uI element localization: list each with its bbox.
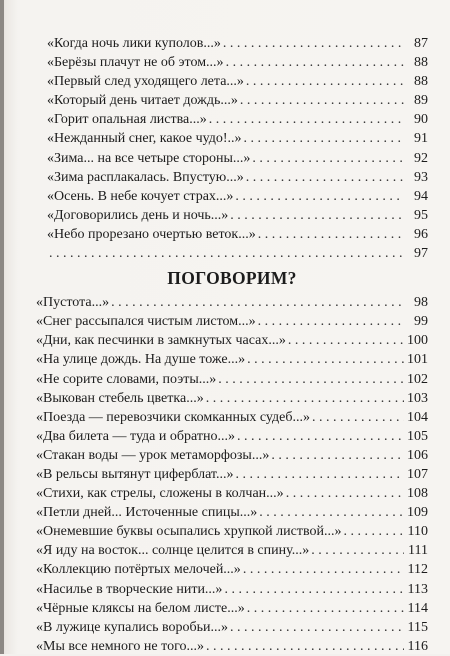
toc-entry-title: «Два билета — туда и обратно...» <box>36 428 235 444</box>
toc-entry-page-number: 110 <box>407 524 428 540</box>
toc-entry-title: «Осень. В небе кочует страх...» <box>47 188 234 204</box>
toc-entry <box>36 637 428 656</box>
dot-leader <box>258 312 404 331</box>
toc-entry <box>36 91 428 110</box>
toc-entry-title: «Поезда — перевозчики скомканных судеб...» <box>36 409 310 425</box>
dot-leader <box>209 110 404 129</box>
dot-leader <box>230 206 404 225</box>
toc-entry-title: «В рельсы вытянут циферблат...» <box>36 466 234 482</box>
toc-entry <box>36 446 428 465</box>
dot-leader <box>236 465 405 484</box>
toc-entry-page-number: 95 <box>414 207 428 223</box>
toc-entry-page-number: 111 <box>408 543 428 559</box>
toc-entry-title: «Первый след уходящего лета...» <box>47 74 244 90</box>
toc-entry <box>36 225 428 244</box>
toc-entry-title: «Который день читает дождь...» <box>47 93 238 109</box>
toc-entry <box>36 408 428 427</box>
dot-leader <box>235 187 404 206</box>
toc-entry <box>36 129 428 148</box>
toc-entry <box>36 34 428 53</box>
section-heading: ПОГОВОРИМ? <box>167 268 297 289</box>
dot-leader <box>247 599 404 618</box>
toc-entry <box>36 503 428 522</box>
toc-entry-page-number: 90 <box>414 112 428 128</box>
toc-entry <box>36 522 428 541</box>
toc-entry-page-number: 96 <box>414 226 428 242</box>
dot-leader <box>206 389 404 408</box>
toc-entry-page-number: 109 <box>407 505 428 521</box>
toc-entry-title: «Насилье в творческие нити...» <box>36 581 223 597</box>
toc-entry-title: «Дни, как песчинки в замкнутых часах...» <box>36 333 286 349</box>
dot-leader <box>244 129 404 148</box>
dot-leader <box>240 91 404 110</box>
toc-entry-page-number: 92 <box>414 150 428 166</box>
dot-leader <box>271 446 404 465</box>
toc-entry-page-number: 99 <box>414 314 428 330</box>
dot-leader <box>111 293 404 312</box>
table-of-contents <box>36 34 428 656</box>
toc-entry-title: «Выкован стебель цветка...» <box>36 390 204 406</box>
dot-leader <box>246 168 404 187</box>
toc-entry <box>36 168 428 187</box>
toc-entry-title: «Договорились день и ночь...» <box>47 207 229 223</box>
dot-leader <box>49 244 404 263</box>
dot-leader <box>226 53 404 72</box>
toc-entry <box>36 560 428 579</box>
toc-entry-page-number: 108 <box>407 486 428 502</box>
toc-entry <box>36 187 428 206</box>
toc-entry-title: «Горит опальная листва...» <box>47 112 207 128</box>
toc-entry-title: «Когда ночь лики куполов...» <box>47 36 221 51</box>
toc-entry <box>36 618 428 637</box>
toc-entry-title: «На улице дождь. На душе тоже...» <box>36 352 246 368</box>
dot-leader <box>343 522 404 541</box>
toc-entry <box>36 72 428 91</box>
toc-entry-page-number: 112 <box>407 562 428 578</box>
dot-leader <box>258 225 404 244</box>
toc-entry <box>36 599 428 618</box>
toc-entry-page-number: 114 <box>407 600 428 616</box>
dot-leader <box>237 427 404 446</box>
toc-entry-page-number: 101 <box>407 352 428 368</box>
toc-entry <box>36 350 428 369</box>
toc-entry <box>36 484 428 503</box>
dot-leader <box>223 34 404 53</box>
toc-entry-title: «Зима расплакалась. Впустую...» <box>47 169 244 185</box>
dot-leader <box>224 580 404 599</box>
toc-entry <box>36 293 428 312</box>
toc-entry <box>36 244 428 263</box>
toc-entry-title: «Онемевшие буквы осыпались хрупкой листвой...» <box>36 524 342 540</box>
toc-entry-title: «Петли дней... Источенные спицы...» <box>36 505 258 521</box>
dot-leader <box>246 72 404 91</box>
toc-entry-page-number: 91 <box>414 131 428 147</box>
toc-entry-title: «Небо прорезано очертью веток...» <box>47 226 256 242</box>
toc-entry-page-number: 93 <box>414 169 428 185</box>
toc-entry <box>36 580 428 599</box>
toc-entry-title: «Нежданный снег, какое чудо!..» <box>47 131 242 147</box>
dot-leader <box>247 350 404 369</box>
toc-entry <box>36 370 428 389</box>
toc-entry <box>36 53 428 72</box>
toc-entry-page-number: 94 <box>414 188 428 204</box>
toc-entry-title: «Стихи, как стрелы, сложены в колчан...» <box>36 486 284 502</box>
toc-entry <box>36 541 428 560</box>
toc-entry-title: «Снег рассыпался чистым листом...» <box>36 314 256 330</box>
toc-entry-title: «Стакан воды — урок метаморфозы...» <box>36 447 270 463</box>
toc-entry-page-number: 100 <box>407 333 428 349</box>
dot-leader <box>259 503 404 522</box>
toc-entry-title: «Я иду на восток... солнце целится в спину...» <box>36 543 310 559</box>
toc-entry <box>36 465 428 484</box>
toc-entry-page-number: 103 <box>407 390 428 406</box>
toc-entry-page-number: 106 <box>407 447 428 463</box>
dot-leader <box>206 637 404 656</box>
dot-leader <box>252 149 404 168</box>
dot-leader <box>286 484 404 503</box>
toc-entry-page-number: 98 <box>414 295 428 311</box>
dot-leader <box>230 618 404 637</box>
toc-entry <box>36 149 428 168</box>
toc-entry-page-number: 88 <box>414 55 428 71</box>
toc-entry-page-number: 113 <box>407 581 428 597</box>
dot-leader <box>243 560 404 579</box>
toc-section-pogovorim <box>36 293 428 656</box>
toc-entry-page-number: 102 <box>407 371 428 387</box>
toc-entry-title: «Берёзы плачут не об этом...» <box>47 55 224 71</box>
toc-entry-title: «Не сорите словами, поэты...» <box>36 371 217 387</box>
toc-entry-page-number: 89 <box>414 93 428 109</box>
toc-entry <box>36 331 428 350</box>
dot-leader <box>311 541 404 560</box>
toc-entry <box>36 312 428 331</box>
toc-entry-title: «Мы все немного не того...» <box>36 638 204 654</box>
toc-entry-page-number: 105 <box>407 428 428 444</box>
toc-entry-page-number: 104 <box>407 409 428 425</box>
toc-entry <box>36 206 428 225</box>
toc-entry-title: «Коллекцию потёртых мелочей...» <box>36 562 241 578</box>
toc-entry <box>36 110 428 129</box>
toc-entry-page-number: 97 <box>414 246 428 262</box>
dot-leader <box>288 331 404 350</box>
book-spine-shadow <box>0 0 4 654</box>
toc-entry <box>36 389 428 408</box>
toc-entry-title: «Чёрные кляксы на белом листе...» <box>36 600 245 616</box>
toc-entry-page-number: 88 <box>414 74 428 90</box>
toc-entry <box>36 427 428 446</box>
dot-leader <box>312 408 404 427</box>
toc-entry-page-number: 115 <box>407 619 428 635</box>
toc-entry-title: «Пустота...» <box>36 295 110 311</box>
toc-entry-title: «В лужице купались воробьи...» <box>36 619 229 635</box>
toc-entry-page-number: 87 <box>414 36 428 51</box>
toc-entry-page-number: 116 <box>407 638 428 654</box>
dot-leader <box>218 370 404 389</box>
toc-section-previous <box>36 34 428 263</box>
toc-entry-title: «Зима... на все четыре стороны...» <box>47 150 251 166</box>
toc-entry-page-number: 107 <box>407 466 428 482</box>
